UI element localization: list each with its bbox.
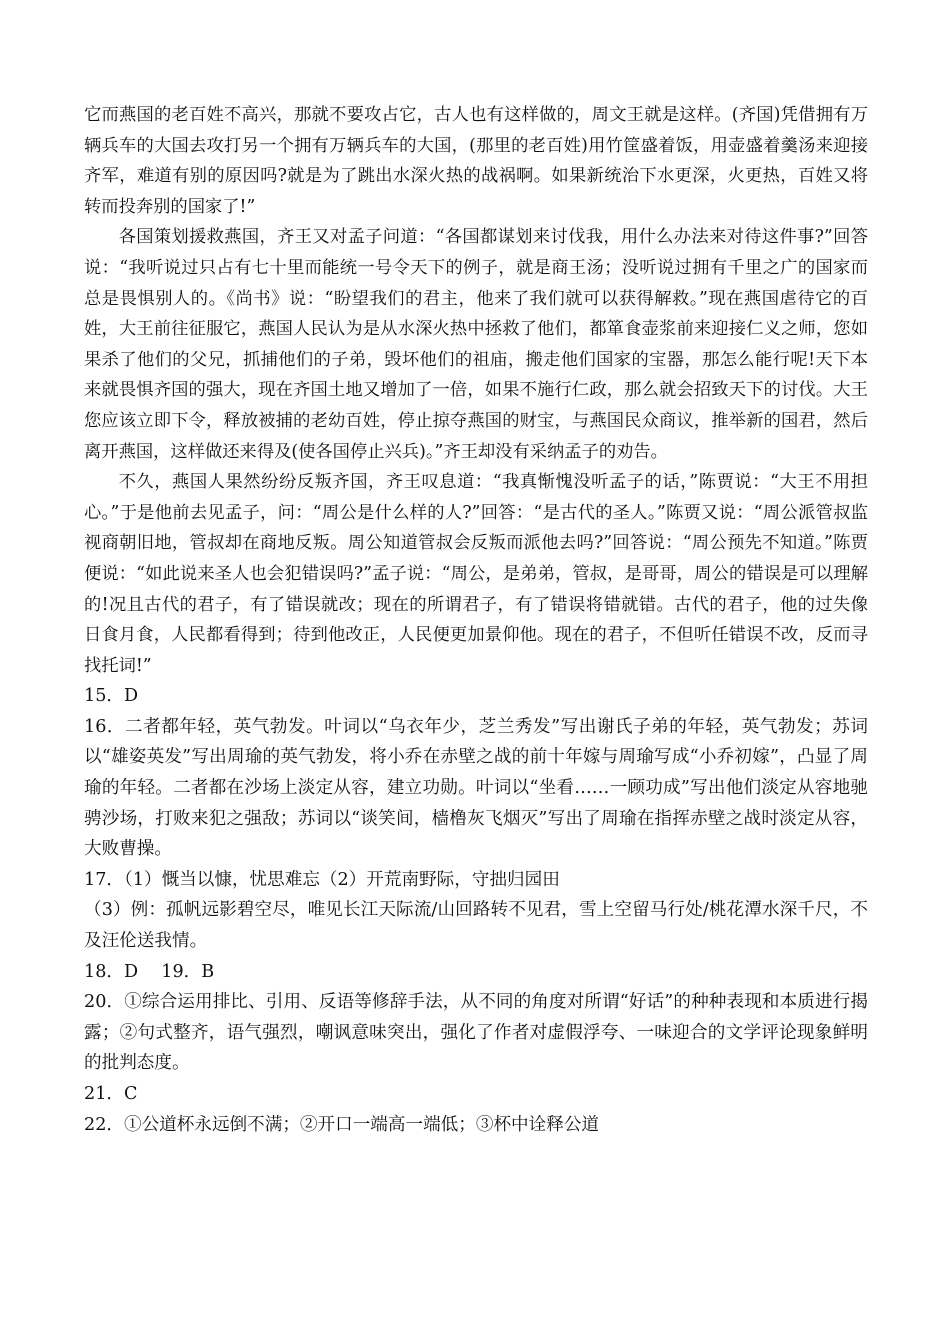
- answer-17-part-3: （3）例：孤帆远影碧空尽，唯见长江天际流/山回路转不见君，雪上空留马行处/桃花潭水深千尺，不及汪伦送我情。: [84, 900, 868, 952]
- answer-20: 20．①综合运用排比、引用、反语等修辞手法，从不同的角度对所谓“好话”的种种表现和本质进行揭露；②句式整齐，语气强烈，嘲讽意味突出，强化了作者对虚假浮夸、一味迎合的文学评论现象鲜明的批判态度。: [84, 992, 868, 1074]
- answer-22: 22．①公道杯永远倒不满；②开口一端高一端低；③杯中诠释公道: [84, 1114, 600, 1135]
- translation-paragraph-1: 它而燕国的老百姓不高兴，那就不要攻占它，古人也有这样做的，周文王就是这样。(齐国)凭借拥有万辆兵车的大国去攻打另一个拥有万辆兵车的大国，(那里的老百姓)用竹筐盛着饭，用壶盛着羹汤来迎接齐军，难道有别的原因吗?就是为了跳出水深火热的战祸啊。如果新统治下水更深，火更热，百姓又将转而投奔别的国家了!”: [84, 105, 868, 217]
- answer-15: 15．D: [84, 686, 139, 707]
- document-page: [84, 100, 868, 1140]
- translation-paragraph-3: 不久，燕国人果然纷纷反叛齐国，齐王叹息道：“我真惭愧没听孟子的话，”陈贾说：“大王不用担心。”于是他前去见孟子，问：“周公是什么样的人?”回答：“是古代的圣人。”陈贾又说：“周公派管叔监视商朝旧地，管叔却在商地反叛。周公知道管叔会反叛而派他去吗?”回答说：“周公预先不知道。”陈贾便说：“如此说来圣人也会犯错误吗?”孟子说：“周公，是弟弟，管叔，是哥哥，周公的错误是可以理解的!况且古代的君子，有了错误就改；现在的所谓君子，有了错误将错就错。古代的君子，他的过失像日食月食，人民都看得到；待到他改正，人民便更加景仰他。现在的君子，不但听任错误不改，反而寻找托词!”: [84, 472, 868, 676]
- answer-21: 21．C: [84, 1084, 138, 1104]
- answer-17-part-1-2: 17．（1）慨当以慷，忧思难忘（2）开荒南野际，守拙归园田: [84, 869, 560, 890]
- answer-18-19: 18．D 19．B: [84, 961, 215, 982]
- answer-16: 16．二者都年轻，英气勃发。叶词以“乌衣年少，芝兰秀发”写出谢氏子弟的年轻，英气勃发；苏词以“雄姿英发”写出周瑜的英气勃发，将小乔在赤壁之战的前十年嫁与周瑜写成“小乔初嫁”，凸显了周瑜的年轻。二者都在沙场上淡定从容，建立功勋。叶词以“坐看……一顾功成”写出他们淡定从容地驰骋沙场，打败来犯之强敌；苏词以“谈笑间，樯橹灰飞烟灭”写出了周瑜在指挥赤壁之战时淡定从容，大败曹操。: [84, 716, 868, 860]
- translation-paragraph-2: 各国策划援救燕国，齐王又对孟子问道：“各国都谋划来讨伐我，用什么办法来对待这件事?”回答说：“我听说过只占有七十里而能统一号令天下的例子，就是商王汤；没听说过拥有千里之广的国家而总是畏惧别人的。《尚书》说：“盼望我们的君主，他来了我们就可以获得解救。”现在燕国虐待它的百姓，大王前往征服它，燕国人民认为是从水深火热中拯救了他们，都箪食壶浆前来迎接仁义之师，您如果杀了他们的父兄，抓捕他们的子弟，毁坏他们的祖庙，搬走他们国家的宝器，那怎么能行呢!天下本来就畏惧齐国的强大，现在齐国土地又增加了一倍，如果不施行仁政，那么就会招致天下的讨伐。大王您应该立即下令，释放被捕的老幼百姓，停止掠夺燕国的财宝，与燕国民众商议，推举新的国君，然后离开燕国，这样做还来得及(使各国停止兴兵)。”齐王却没有采纳孟子的劝告。: [84, 227, 868, 462]
